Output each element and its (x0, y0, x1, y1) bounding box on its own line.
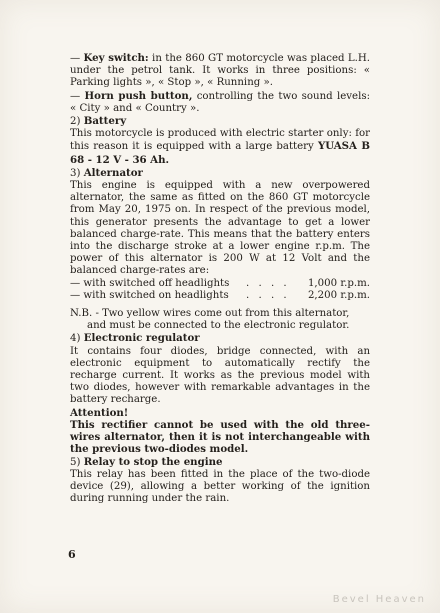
rate-label: — with switched off headlights (70, 277, 230, 289)
watermark: Bevel Heaven (332, 594, 426, 605)
section-title: Electronic regulator (83, 332, 200, 345)
attention-text: This rectifier cannot be used with the old three-wires alternator, then it is not interchangeable with the previous two-diodes model. (70, 418, 370, 456)
rate-row-off (70, 278, 370, 290)
bullet-text: in the 860 GT motorcycle was placed L.H. under the petrol tank. It works in three positions: « Parking lights », « Stop », « Running ». (70, 53, 371, 89)
bullet-dash: — (70, 53, 81, 64)
section-title: Alternator (83, 166, 143, 179)
section-heading-regulator (70, 332, 370, 345)
section-heading-alternator (70, 167, 370, 180)
rate-dots: . . . . (246, 277, 290, 289)
section-title: Relay to stop the engine (83, 455, 223, 468)
regulator-paragraph: It contains four diodes, bridge connected, with an electronic equipment to automatically rectify the recharge current. It works as the previous model with two diodes, however with remarkable advantages in the battery recharge. (70, 345, 370, 406)
battery-paragraph (70, 128, 370, 167)
note-text: Two yellow wires come out from this alternator, (98, 308, 350, 320)
bullet-term: Horn push button, (84, 89, 193, 102)
bullet-dash: — (70, 90, 81, 102)
section-number: 5) (70, 456, 81, 468)
battery-text: This motorcycle is produced with electric starter only: for this reason it is equipped with a large battery (70, 128, 370, 153)
bullet-horn-button (70, 90, 370, 115)
section-number: 3) (70, 167, 81, 179)
page-content (70, 52, 370, 505)
section-heading-battery (70, 115, 370, 128)
section-title: Battery (83, 115, 127, 128)
battery-model: YUASA B 68 - 12 V - 36 Ah. (70, 140, 370, 166)
alternator-note-continued: and must be connected to the electronic regulator. (87, 320, 350, 332)
note-prefix: N.B. - (70, 308, 99, 320)
rate-label: — with switched on headlights (70, 289, 229, 301)
rate-value: 2,200 r.p.m. (307, 289, 370, 301)
section-number: 2) (70, 116, 81, 128)
rate-dots: . . . . (246, 289, 290, 301)
bullet-key-switch (70, 52, 370, 90)
section-number: 4) (70, 333, 81, 345)
alternator-paragraph: This engine is equipped with a new overpowered alternator, the same as fitted on the 860 GT motorcycle from May 20, 1975 on. In respect of the previous model, this generator presents the advantage to get a lower balanced charge-rate. This means that the battery enters into the discharge stroke at a lower engine r.p.m. The power of this alternator is 200 W at 12 Volt and the balanced charge-rates are: (70, 180, 370, 277)
bullet-text: controlling the two sound levels: « City » and « Country ». (70, 90, 370, 114)
rate-value: 1,000 r.p.m. (307, 277, 370, 289)
relay-paragraph: This relay has been fitted in the place of the two-diode device (29), allowing a better working of the ignition during running under the rain. (70, 468, 370, 505)
rate-row-on (70, 290, 370, 302)
attention-title: Attention! (70, 406, 129, 419)
bullet-term: Key switch: (83, 52, 149, 64)
page-number: 6 (68, 548, 76, 561)
alternator-note (70, 308, 370, 320)
section-heading-relay (70, 456, 370, 469)
